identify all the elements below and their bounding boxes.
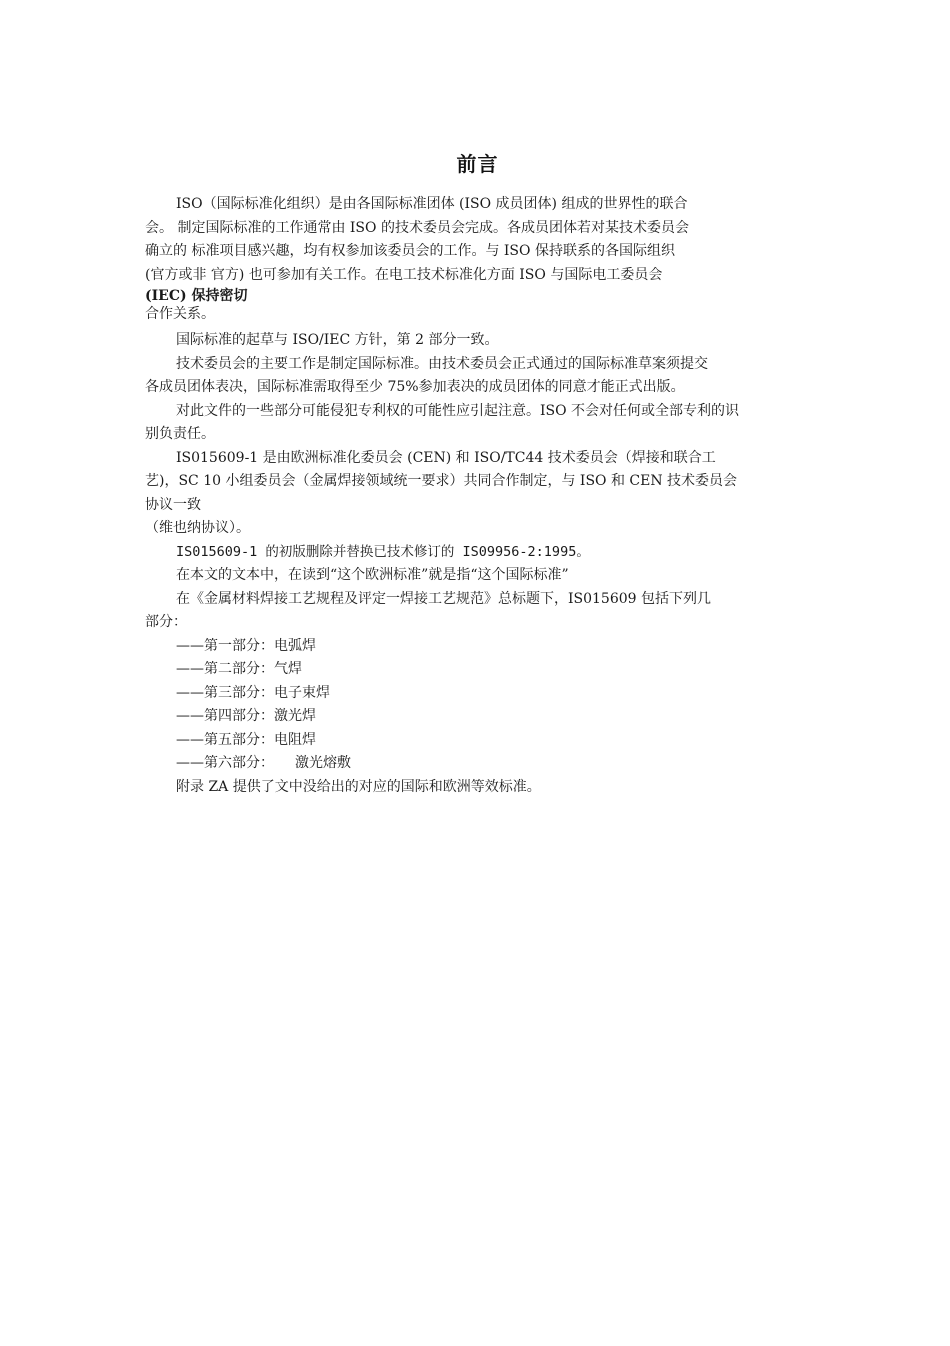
document-title: 前言 [456,152,499,176]
paragraph-line: (IEC) 保持密切 [145,288,248,304]
list-item: ——第五部分：电阻焊 [176,731,316,748]
paragraph-line: 别负责任。 [145,426,215,442]
document-page [145,148,810,799]
paragraph-line: 在本文的文本中，在读到“这个欧洲标准”就是指“这个国际标准” [176,567,569,583]
paragraph-line: 确立的 标准项目感兴趣，均有权参加该委员会的工作。与 ISO 保持联系的各国际组织 [145,243,675,259]
paragraph-line: 协议一致 [145,496,201,513]
paragraph-line: 在《金属材料焊接工艺规程及评定一焊接工艺规范》总标题下，IS015609 包括下列几 [176,590,712,607]
paragraph-line: （维也纳协议）。 [145,520,250,536]
paragraph-line: IS015609-1 是由欧洲标准化委员会 (CEN) 和 ISO/TC44 技术委员会（焊接和联合工 [176,449,716,466]
paragraph-line: 艺)，SC 10 小组委员会（金属焊接领域统一要求）共同合作制定，与 ISO 和 CEN 技术委员会 [145,473,738,489]
list-item: ——第三部分：电子束焊 [176,684,330,701]
paragraph-line: 技术委员会的主要工作是制定国际标准。由技术委员会正式通过的国际标准草案须提交 [176,355,708,372]
list-item: ——第六部分： 激光熔敷 [176,755,351,771]
paragraph-line: 对此文件的一些部分可能侵犯专利权的可能性应引起注意。ISO 不会对任何或全部专利的识 [176,402,740,419]
paragraph-line: 部分： [145,614,187,630]
list-item: ——第四部分：激光焊 [176,708,316,724]
paragraph-line: IS015609-1 的初版删除并替换已技术修订的 IS09956-2:1995。 [176,543,590,560]
paragraph-line: ISO（国际标准化组织）是由各国际标准团体 (ISO 成员团体) 组成的世界性的联合 [176,196,688,212]
paragraph-line: (官方或非 官方) 也可参加有关工作。在电工技术标准化方面 ISO 与国际电工委员会 [145,266,663,283]
list-item: ——第一部分：电弧焊 [176,637,316,654]
paragraph-line: 各成员团体表决，国际标准需取得至少 75%参加表决的成员团体的同意才能正式出版。 [145,379,685,395]
paragraph-line: 会。 制定国际标准的工作通常由 ISO 的技术委员会完成。各成员团体若对某技术委员会 [145,219,689,236]
paragraph-line: 附录 ZA 提供了文中没给出的对应的国际和欧洲等效标准。 [176,778,541,795]
list-item: ——第二部分：气焊 [176,661,302,677]
paragraph-line: 合作关系。 [145,306,215,322]
paragraph-line: 国际标准的起草与 ISO/IEC 方针，第 2 部分一致。 [176,332,499,348]
